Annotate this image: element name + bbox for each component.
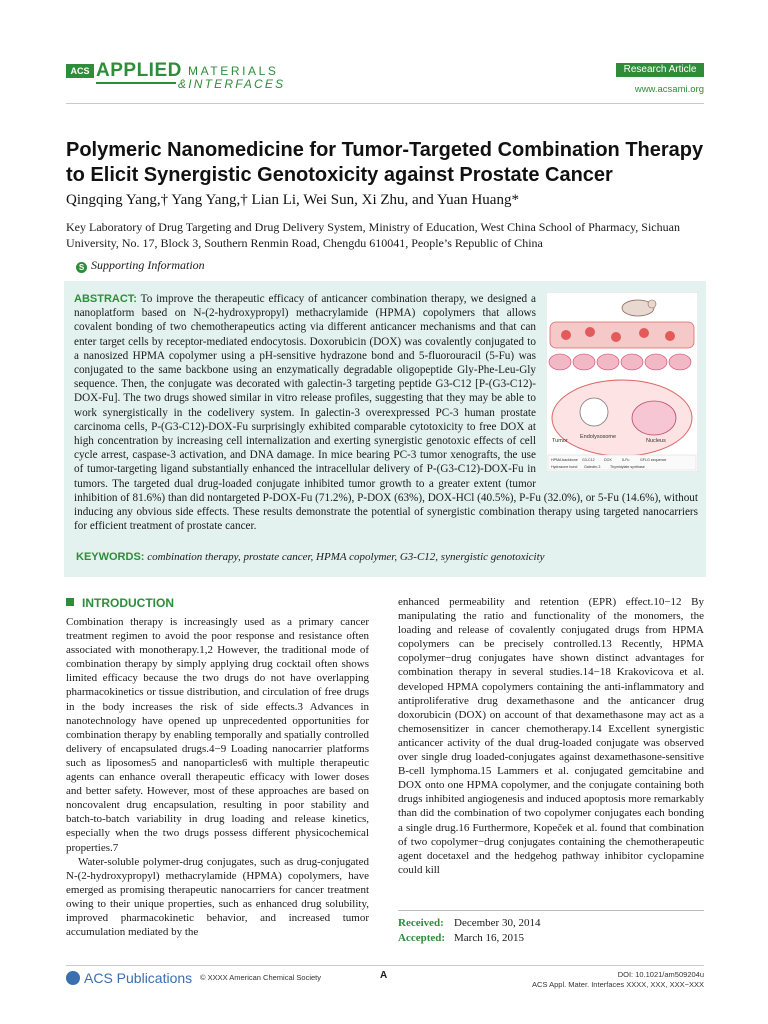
intro-paragraph-1: Combination therapy is increasingly used as a primary cancer treatment regimen to avoid the poor response and resistance often associated with monotherapy.1,2 However, the traditional mode of combination therapy by simply applying drug cocktail often shows limited efficacy because the two drugs do not have overlapping pharmacokinetics or tissue distribution, and circulation of free drugs in the body increases the risk of side effects.3 Advances in nanotechnology have opened up unprecedented opportunities for combination therapy by enabling temporally and spatially controlled delivery of encapsulated drugs.4−9 Loading nanocarrier platforms such as liposomes5 and nanoparticles6 with multiple therapeutic agents can enhance overall therapeutic efficacy with lower doses and better safety. However, most of these approaches are based on noncovalent drug encapsulation, resulting in poor stability and batch-to-batch variability in drug loading and release kinetics, especially when the two drugs possess different physicochemical properties.7 — [66, 616, 369, 854]
legend-gflg: GFLG sequence — [640, 458, 667, 462]
author-list: Qingqing Yang,† Yang Yang,† Lian Li, Wei Sun, Xi Zhu, and Yuan Huang* — [66, 192, 519, 208]
legend-galectin: Galectin-3 — [584, 465, 601, 469]
keywords-label: KEYWORDS: — [76, 551, 145, 563]
legend-thymidylate: Thymidylate synthase — [610, 465, 645, 469]
acs-publications-logo[interactable] — [66, 970, 192, 986]
nucleus-graphic — [632, 401, 676, 435]
logo-underline — [96, 82, 176, 84]
intro-paragraph-3: enhanced permeability and retention (EPR) effect.10−12 By manipulating the ratio and functionality of the monomers, the loading and release of covalently conjugated drugs from HPMA copolymers can be precisely controlled.13 Recently, HPMA copolymer−drug conjugates have shown distinct advantages for combination therapy in several studies.14−18 Krakovicova et al. developed HPMA copolymers containing the anti-inflammatory and antiproliferative drug dexamethasone and the anticancer drug doxorubicin (DOX) on account of that dexamethasone may act as a chemosensitizer in cancer chemotherapy.14 Excellent synergistic anticancer activity of the dual drug-loaded conjugate was observed over single drug loaded-conjugates against dexamethasone-sensitive B-cell lymphoma.15 Lammers et al. conjugated gemcitabine and DOX onto one HPMA copolymer, and the conjugate containing both drugs inhibited angiogenesis and induced apoptosis more remarkably than did the combination of two copolymer conjugates each bonding a single drug.16 Furthermore, Kopeček et al. found that combination of two copolymer−drug conjugates containing the chemotherapeutic agent docetaxel and the hedgehog pathway inhibitor cyclopamine could kill — [398, 596, 704, 876]
supporting-info-link[interactable] — [76, 258, 205, 273]
abstract-label: ABSTRACT: — [74, 293, 137, 305]
legend-5fu: 5-Fu — [622, 458, 630, 462]
legend-dox: DOX — [604, 458, 612, 462]
supporting-info-icon: S — [76, 262, 87, 273]
legend-g3-c12: G3-C12 — [582, 458, 595, 462]
abstract-text: To improve the therapeutic efficacy of anticancer combination therapy, we designed a nanoplatform based on N-(2-hydroxypropyl) methacrylamide (HPMA) copolymers that allows covalent bonding of two chemotherapeutics acting via different anticancer mechanisms and that can enter target cells by receptor-mediated endocytosis. Doxorubicin (DOX) was covalently conjugated to a nanosized HPMA copolymer using a pH-sensitive hydrazone bond and 5-fluorouracil (5-Fu) was conjugated to the same backbone using an enzymatically degradable oligopeptide Gly-Phe-Leu-Gly sequence. Then, the conjugate was decorated with galectin-3 targeting peptide G3-C12 [P-(G3-C12)-DOX-Fu]. The two drugs showed similar in vitro release profiles, suggesting that they may be able to work synergistically in the codelivery system. In galectin-3 overexpressed PC-3 human prostate carcinoma cells, P-(G3-C12)-DOX-Fu surprisingly exhibited comparable cytotoxicity to free DOX at high concentration by increasing cell internalization and exerting synergistic genotoxic effects of cell cycle arrest, caspase-3 activation, and DNA damage. In mice bearing PC-3 tumor xenografts, the use of tumor-targeting ligand substantially enhanced the intracellular delivery of P-(G3-C12)-DOX-Fu in tumors. The targeted dual drug-loaded conjugate inhibited tumor growth to a greater extent (tumor inhibition of 81.6%) than did nontargeted P-DOX-Fu (71.2%), P-DOX (63%), DOX-HCl (40.5%), P-Fu (32.0%), or 5-Fu (14.6%), without inducing any obvious side effects. These results demonstrate the potential of synergistic combination therapy using targeted nanocarriers for efficient treatment of prostate cancer. — [74, 293, 698, 533]
dates-divider — [398, 910, 704, 911]
doi-text[interactable]: DOI: 10.1021/am509204u — [617, 970, 704, 979]
doi-citation — [520, 970, 704, 990]
legend-hydrazone: Hydrazone bond — [551, 465, 578, 469]
acs-logo-box: ACS — [66, 64, 94, 78]
citation-text: ACS Appl. Mater. Interfaces XXXX, XXX, XXX−XXX — [532, 980, 704, 989]
acs-globe-icon — [66, 971, 80, 985]
publisher-name: ACS Publications — [84, 970, 193, 986]
label-endolysosome: Endolysosome — [580, 434, 617, 440]
legend-hpma-backbone: HPMA backbone — [551, 458, 578, 462]
endolysosome-graphic — [580, 398, 608, 426]
accepted-label: Accepted: — [398, 932, 446, 944]
footer-divider — [66, 965, 704, 966]
journal-name-interfaces: &INTERFACES — [178, 77, 286, 91]
label-nucleus: Nucleus — [646, 438, 666, 444]
journal-logo — [66, 60, 296, 94]
article-title: Polymeric Nanomedicine for Tumor-Targeted Combination Therapy to Elicit Synergistic Genotoxicity against Prostate Cancer — [66, 139, 704, 186]
affiliation: Key Laboratory of Drug Targeting and Drug Delivery System, Ministry of Education, West China School of Pharmacy, Sichuan University, No. 17, Block 3, Southern Renmin Road, Chengdu 610041, People’s Republic of China — [66, 220, 680, 250]
accepted-date: March 16, 2015 — [454, 932, 524, 944]
toc-graphic — [546, 292, 698, 472]
article-dates — [398, 916, 540, 946]
column-right — [398, 595, 704, 877]
received-label: Received: — [398, 917, 444, 929]
introduction-heading — [66, 596, 174, 610]
copyright: © XXXX American Chemical Society — [200, 973, 321, 982]
intro-paragraph-2: Water-soluble polymer-drug conjugates, such as drug-conjugated N-(2-hydroxypropyl) methacrylamide (HPMA) copolymers, have emerged as promising therapeutic nanocarriers for cancer treatment owing to their unique properties, such as enhanced drug solubility, improved pharmacokinetic behavior, and increased tumor accumulation mediated by the — [66, 855, 369, 939]
journal-name-materials: MATERIALS — [188, 64, 279, 78]
column-left — [66, 615, 369, 939]
supporting-info-label: Supporting Information — [91, 258, 205, 272]
received-date: December 30, 2014 — [454, 917, 541, 929]
header-divider — [66, 103, 704, 104]
abstract — [74, 292, 698, 533]
section-marker-icon — [66, 598, 74, 606]
keywords-text: combination therapy, prostate cancer, HPMA copolymer, G3-C12, synergistic genotoxicity — [147, 551, 545, 563]
page-number: A — [380, 970, 388, 981]
article-type-badge: Research Article — [616, 63, 704, 77]
introduction-heading-text: INTRODUCTION — [82, 596, 174, 610]
keywords — [76, 551, 700, 563]
journal-name-applied: APPLIED — [96, 60, 182, 81]
toc-legend — [548, 455, 696, 470]
journal-url[interactable]: www.acsami.org — [634, 84, 704, 95]
label-tumor: Tumor — [552, 438, 568, 444]
